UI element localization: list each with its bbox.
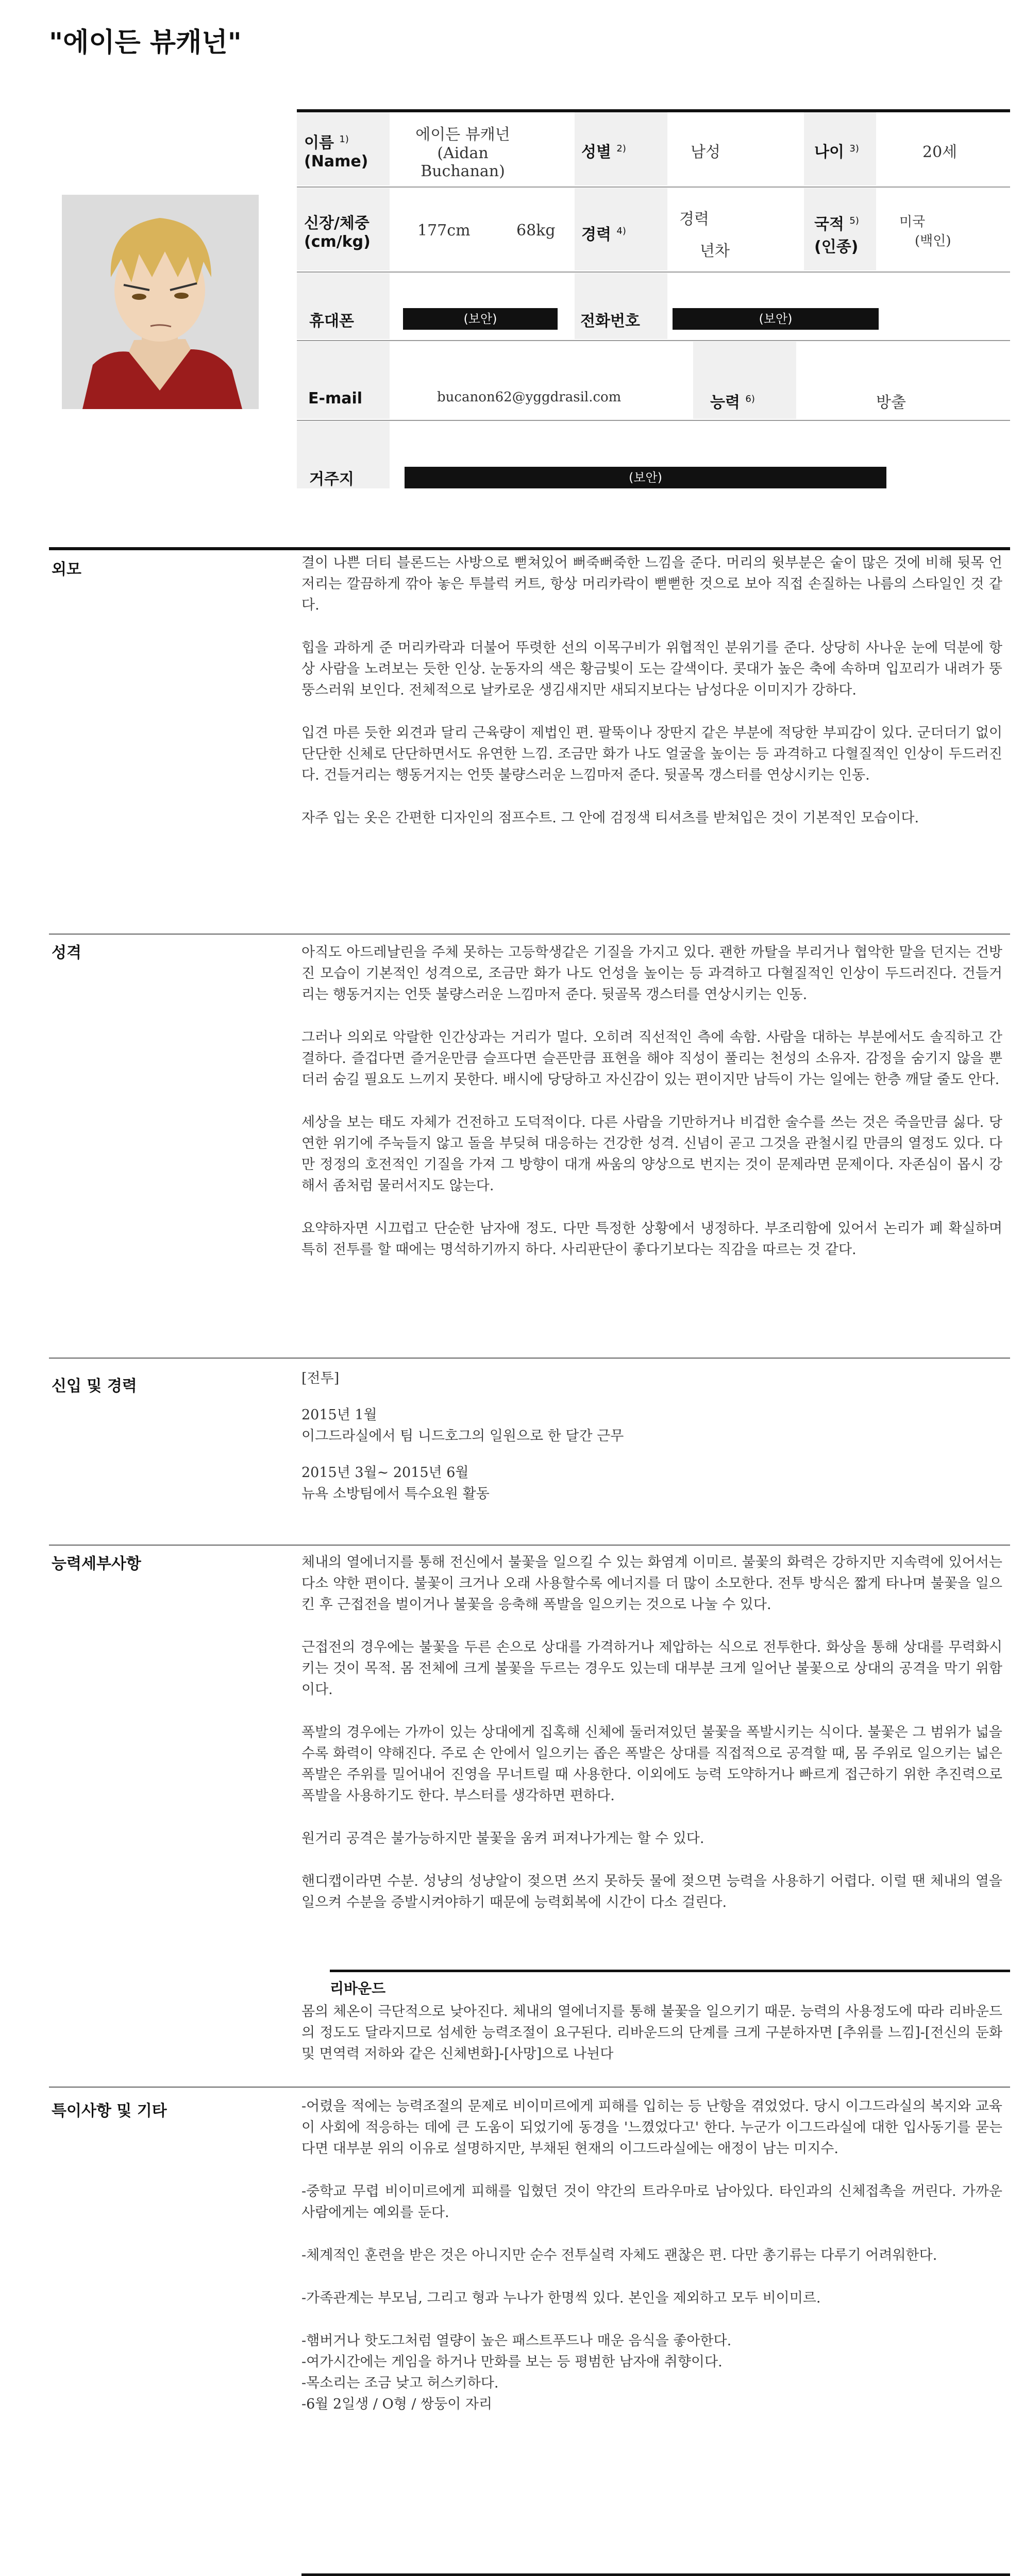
- personality-text: 아직도 아드레날린을 주체 못하는 고등학생같은 기질을 가지고 있다. 괜한 까탈을 부리거나 협악한 말을 던지는 건방진 모습이 기본적인 성격으로, 조금만 화가 나도 언성을 높이는 등 과격하고 다혈질적인 인상이 두드러진다. 건들거리는 행동거지는 언뜻 불량스러운 느낌마저 준다. 뒷골목 갱스터를 연상시키는 인동. 그러나 의외로 악랄한 인간상과는 거리가 멀다. 오히려 직선적인 측에 속함. 사람을 대하는 부분에서도 솔직하고 간결하다. 즐겁다면 즐거운만큼 슬프다면 슬픈만큼 표현을 해야 직성이 풀리는 천성의 소유자. 감정을 숨기지 않을 뿐더러 숨길 필요도 느끼지 못한다. 배시에 당당하고 자신감이 있는 편이지만 남득이 가는 일에는 한층 깨달 줄도 안다. 세상을 보는 태도 자체가 건전하고 도덕적이다. 다른 사람을 기만하거나 비겁한 술수를 쓰는 것은 죽을만큼 싫다. 당연한 위기에 주눅들지 않고 돌을 부딪혀 대응하는 건강한 성격. 신념이 곧고 그것을 관철시킬 만큼의 열정도 있다. 다만 정정의 호전적인 기질을 가져 그 방향이 대개 싸움의 양상으로 번지는 것이 문제라면 문제이다. 자존심이 몹시 강해서 좀처럼 물러서지도 않는다. 요약하자면 시끄럽고 단순한 남자애 정도. 다만 특정한 상황에서 냉정하다. 부조리함에 있어서 논리가 폐 확실하며 특히 전투를 할 때에는 명석하기까지 하다. 사리판단이 좋다기보다는 직감을 따르는 것 같다.: [301, 944, 1002, 1258]
- phone-label: 휴대폰: [309, 312, 354, 330]
- address-label: 거주지: [309, 470, 354, 488]
- list-item: -중학교 무렵 비이미르에게 피해를 입혔던 것이 약간의 트라우마로 남아있다. 타인과의 신체접촉을 꺼린다. 가까운 사람에게는 예외를 둔다.: [301, 2183, 1002, 2221]
- tel-value: (보안): [673, 308, 879, 330]
- list-item: -햄버거나 핫도그처럼 열량이 높은 패스트푸드나 매운 음식을 좋아한다.: [301, 2333, 732, 2349]
- gender-label: 성별 $^{2)}$: [581, 143, 626, 161]
- list-item: -어렸을 적에는 능력조절의 문제로 비이미르에게 피해를 입히는 등 난항을 겪었었다. 당시 이그드라실의 복지와 교육이 사회에 적응하는 데에 큰 도움이 되었기에 동경을 '느꼈었다고' 한다. 누군가 이그드라실에 대한 입사동기를 묻는다면 대부분 위의 이유로 설명하지만, 부채된 현재의 이그드라실에는 애정이 남는 미지수.: [301, 2098, 1002, 2157]
- relations-rule: [301, 2573, 1010, 2576]
- name-label: 이름 $^{1)}$ (Name): [304, 134, 368, 171]
- list-item: -가족관계는 부모님, 그리고 형과 누나가 한명씩 있다. 본인을 제외하고 모두 비이미르.: [301, 2290, 821, 2306]
- section-divider: [49, 2087, 1010, 2088]
- ability-heading: 능력세부사항: [52, 1555, 141, 1573]
- phone-value: (보안): [403, 308, 558, 330]
- portrait-drawing: [62, 195, 259, 409]
- row-divider: [297, 420, 1010, 421]
- weight-value: 68kg: [516, 222, 556, 240]
- nation-label: 국적 $^{5)}$ (인종): [814, 215, 859, 256]
- career-tag: [전투]: [301, 1370, 340, 1386]
- portrait: [62, 195, 259, 409]
- name-value: 에이든 뷰캐넌 (Aidan Buchanan): [415, 126, 510, 180]
- notes-text: [301, 2096, 1002, 2415]
- career-label: 경력 $^{4)}$: [581, 226, 626, 244]
- list-item: -여가시간에는 게임을 하거나 만화를 보는 등 평범한 남자애 취향이다.: [301, 2354, 723, 2370]
- section-divider: [49, 1358, 1010, 1359]
- ability-text: 체내의 열에너지를 통해 전신에서 불꽃을 일으킬 수 있는 화염계 이미르. 불꽃의 화력은 강하지만 지속력에 있어서는 다소 약한 편이다. 불꽃이 크거나 오래 사용할수록 에너지를 더 많이 소모한다. 전투 방식은 짧게 타나며 불꽃을 일으킨 후 근접전을 벌이거나 불꽃을 응축해 폭발을 일으키는 것으로 나눌 수 있다. 근접전의 경우에는 불꽃을 두른 손으로 상대를 가격하거나 제압하는 식으로 전투한다. 화상을 통해 상대를 무력화시키는 것이 목적. 몸 전체에 크게 불꽃을 두르는 경우도 있는데 대부분 크게 일어난 불꽃으로 상대의 공격을 막기 위함이다. 폭발의 경우에는 가까이 있는 상대에게 집혹해 신체에 둘러져있던 불꽃을 폭발시키는 식이다. 불꽃은 그 범위가 넓을수록 화력이 약해진다. 주로 손 안에서 일으키는 좁은 폭발은 상대를 직접적으로 공격할 때, 몸 주위로 일으키는 넓은 폭발은 주위를 밀어내어 진영을 무너트릴 때 사용한다. 이외에도 능력 도약하거나 빠르게 접근하기 위한 추진력으로 폭발을 사용하기도 한다. 부스터를 생각하면 편하다. 원거리 공격은 불가능하지만 불꽃을 움켜 퍼져나가게는 할 수 있다. 핸디캡이라면 수분. 성냥의 성냥알이 젖으면 쓰지 못하듯 물에 젖으면 능력을 사용하기 어렵다. 이럴 땐 체내의 열을 일으켜 수분을 증발시켜야하기 때문에 능력회복에 시간이 다소 걸린다.: [301, 1554, 1002, 1910]
- section-divider: [49, 1545, 1010, 1546]
- career-text: [전투] 2015년 1월 이그드라실에서 팀 니드호그의 일원으로 한 달간 근무 2015년 3월~ 2015년 6월 뉴욕 소방팀에서 특수요원 활동: [301, 1368, 1002, 1504]
- section-rule: [49, 547, 1010, 550]
- rebound-heading: 리바운드: [330, 1980, 386, 1997]
- age-label: 나이 $^{3)}$: [814, 143, 859, 161]
- address-value: (보안): [405, 467, 886, 488]
- email-label: E-mail: [308, 389, 363, 408]
- ability-label: 능력 $^{6)}$: [710, 394, 755, 412]
- section-divider: [49, 934, 1010, 935]
- page-title: "에이든 뷰캐넌": [49, 27, 242, 58]
- list-item: -6월 2일생 / O형 / 쌍둥이 자리: [301, 2396, 493, 2412]
- career-heading: 신입 및 경력: [52, 1377, 137, 1395]
- row-divider: [297, 187, 1010, 188]
- career-value: 경력 년차: [679, 210, 730, 260]
- gender-value: 남성: [691, 143, 720, 161]
- tel-label: 전화번호: [580, 312, 640, 330]
- email-value: bucanon62@yggdrasil.com: [437, 389, 622, 405]
- appearance-heading: 외모: [52, 561, 81, 579]
- personality-heading: 성격: [52, 944, 81, 962]
- nation-value: 미국 (백인): [899, 214, 951, 249]
- rebound-text: 몸의 체온이 극단적으로 낮아진다. 체내의 열에너지를 통해 불꽃을 일으키기 때문. 능력의 사용정도에 따라 리바운드의 정도도 달라지므로 섬세한 능력조절이 요구된다. 리바운드의 단계를 크게 구분하자면 [추위를 느낌]-[전신의 둔화 및 면역력 저하와 같은 신체변화]-[사망]으로 나뉜다: [301, 2004, 1002, 2062]
- body-label: 신장/체중 (cm/kg): [304, 214, 371, 251]
- row-divider: [297, 340, 1010, 341]
- list-item: -체계적인 훈련을 받은 것은 아니지만 순수 전투실력 자체도 괜찮은 편. 다만 총기류는 다루기 어려워한다.: [301, 2247, 937, 2263]
- appearance-text: 결이 나쁜 더티 블론드는 사방으로 뻗쳐있어 뻐죽뻐죽한 느낌을 준다. 머리의 윗부분은 숱이 많은 것에 비해 뒷목 언저리는 깔끔하게 깎아 놓은 투블럭 커트, 항상 머리카락이 뻗뻗한 것으로 보아 직접 손질하는 나름의 스타일인 것 같다. 힙을 과하게 준 머리카락과 더불어 뚜렷한 선의 이목구비가 위협적인 분위기를 준다. 상당히 사나운 눈에 덕분에 항상 사람을 노려보는 듯한 인상. 눈동자의 색은 황금빛이 도는 갈색이다. 콧대가 높은 축에 속하며 입꼬리가 내려가 뚱뚱스러워 보인다. 전체적으로 날카로운 생김새지만 새되지보다는 남성다운 이미지가 강하다. 입견 마른 듯한 외견과 달리 근육량이 제법인 편. 팔뚝이나 장딴지 같은 부분에 적당한 부피감이 있다. 군더더기 없이 단단한 신체로 단단하면서도 유연한 느낌. 조금만 화가 나도 얼굴을 높이는 등 과격하고 다혈질적인 인상이 두드러진다. 건들거리는 행동거지는 언뜻 불량스러운 느낌마저 준다. 뒷골목 갱스터를 연상시키는 인동. 자주 입는 옷은 간편한 디자인의 점프수트. 그 안에 검정색 티셔츠를 받쳐입은 것이 기본적인 모습이다.: [301, 555, 1002, 826]
- ability-value: 방출: [876, 394, 906, 412]
- row-divider: [297, 272, 1010, 273]
- notes-heading: 특이사항 및 기타: [52, 2102, 167, 2120]
- rebound-rule: [330, 1970, 1010, 1972]
- list-item: -목소리는 조금 낮고 허스키하다.: [301, 2375, 499, 2391]
- age-value: 20세: [922, 143, 958, 161]
- height-value: 177cm: [417, 222, 471, 240]
